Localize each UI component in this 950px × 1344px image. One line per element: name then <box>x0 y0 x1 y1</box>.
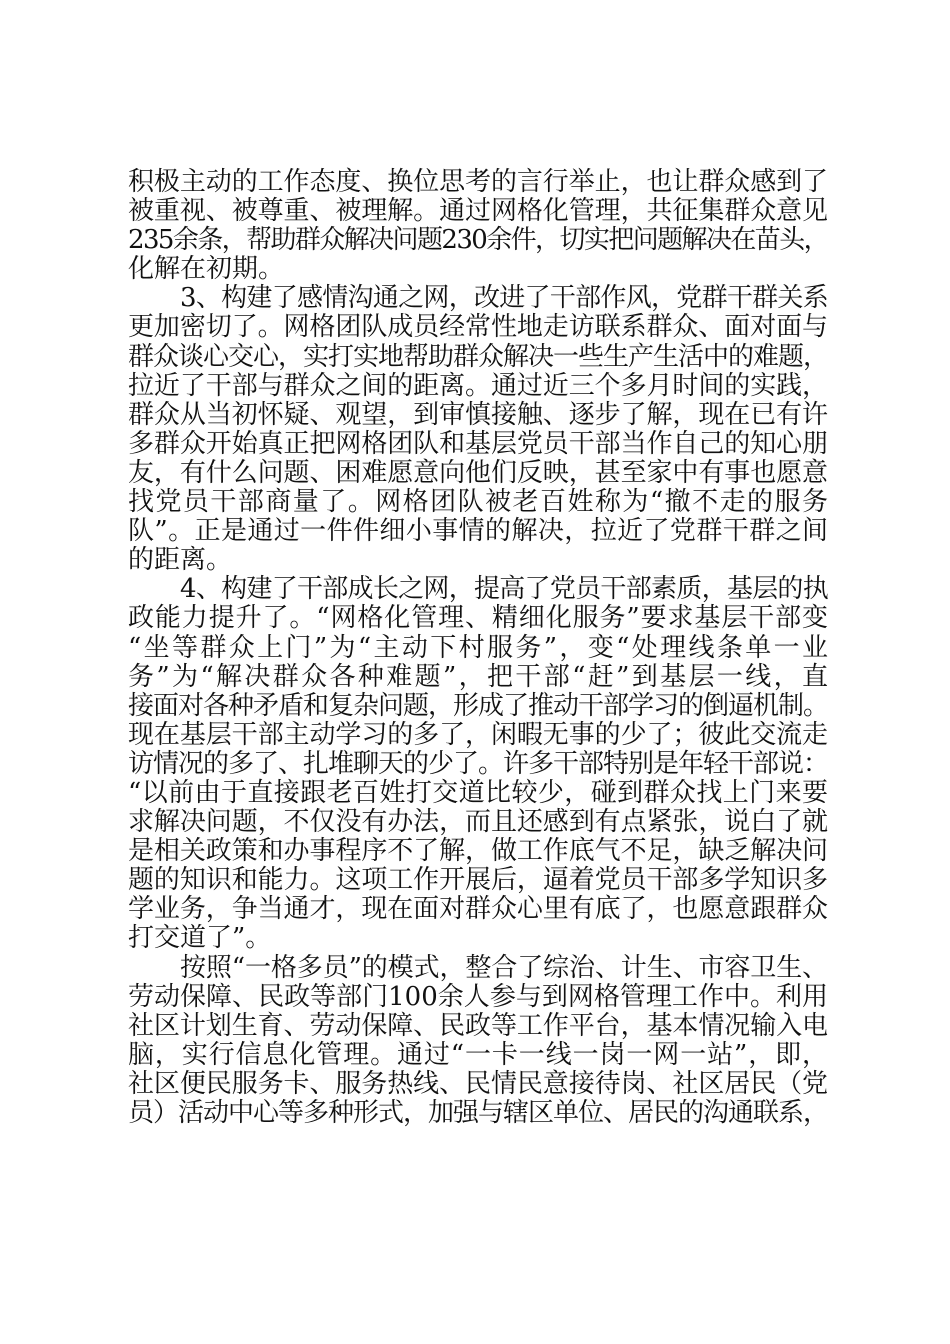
text-line: “坐等群众上门”为“主动下村服务”，变“处理线条单一业 <box>128 632 828 663</box>
text-line: 题的知识和能力。这项工作开展后，逼着党员干部多学知识多 <box>128 865 828 896</box>
text-line: 劳动保障、民政等部门100余人参与到网格管理工作中。利用 <box>128 981 828 1012</box>
text-line: “以前由于直接跟老百姓打交道比较少，碰到群众找上门来要 <box>128 777 828 808</box>
text-line: 友，有什么问题、困难愿意向他们反映，甚至家中有事也愿意 <box>128 457 828 488</box>
text-line: 政能力提升了。“网格化管理、精细化服务”要求基层干部变 <box>128 603 828 634</box>
text-line: 群众谈心交心，实打实地帮助群众解决一些生产生活中的难题， <box>128 341 828 372</box>
text-line: 接面对各种矛盾和复杂问题，形成了推动干部学习的倒逼机制。 <box>128 690 828 721</box>
text-line: 拉近了干部与群众之间的距离。通过近三个多月时间的实践， <box>128 370 828 401</box>
text-line: 现在基层干部主动学习的多了，闲暇无事的少了；彼此交流走 <box>128 719 828 750</box>
text-line: 3、构建了感情沟通之网，改进了干部作风，党群干群关系 <box>180 283 828 314</box>
text-line: 群众从当初怀疑、观望，到审慎接触、逐步了解，现在已有许 <box>128 399 828 430</box>
text-line: 按照“一格多员”的模式，整合了综治、计生、市容卫生、 <box>180 952 828 983</box>
text-line: 社区便民服务卡、服务热线、民情民意接待岗、社区居民（党 <box>128 1068 828 1099</box>
text-line: 队”。正是通过一件件细小事情的解决，拉近了党群干群之间 <box>128 516 828 547</box>
text-line: 务”为“解决群众各种难题”，把干部“赶”到基层一线，直 <box>128 661 828 692</box>
text-line: 脑，实行信息化管理。通过“一卡一线一岗一网一站”，即， <box>128 1039 828 1070</box>
text-line: 的距离。 <box>128 545 233 576</box>
text-line: 积极主动的工作态度、换位思考的言行举止，也让群众感到了 <box>128 167 828 197</box>
text-line: 多群众开始真正把网格团队和基层党员干部当作自己的知心朋 <box>128 428 828 459</box>
text-line: 打交道了”。 <box>128 923 272 954</box>
document-body <box>128 168 828 1128</box>
text-line: 员）活动中心等多种形式，加强与辖区单位、居民的沟通联系， <box>128 1098 828 1128</box>
text-line: 访情况的多了、扎堆聊天的少了。许多干部特别是年轻干部说： <box>128 748 828 779</box>
text-line: 4、构建了干部成长之网，提高了党员干部素质，基层的执 <box>180 574 828 605</box>
text-line: 化解在初期。 <box>128 254 285 285</box>
text-line: 求解决问题，不仅没有办法，而且还感到有点紧张，说白了就 <box>128 807 828 838</box>
text-line: 是相关政策和办事程序不了解，做工作底气不足，缺乏解决问 <box>128 836 828 867</box>
text-line: 235余条，帮助群众解决问题230余件，切实把问题解决在苗头， <box>128 225 828 256</box>
text-line: 找党员干部商量了。网格团队被老百姓称为“撤不走的服务 <box>128 487 828 518</box>
text-line: 更加密切了。网格团队成员经常性地走访联系群众、面对面与 <box>128 312 828 343</box>
text-line: 被重视、被尊重、被理解。通过网格化管理，共征集群众意见 <box>128 196 828 227</box>
text-line: 学业务，争当通才，现在面对群众心里有底了，也愿意跟群众 <box>128 894 828 925</box>
text-line: 社区计划生育、劳动保障、民政等工作平台，基本情况输入电 <box>128 1010 828 1041</box>
